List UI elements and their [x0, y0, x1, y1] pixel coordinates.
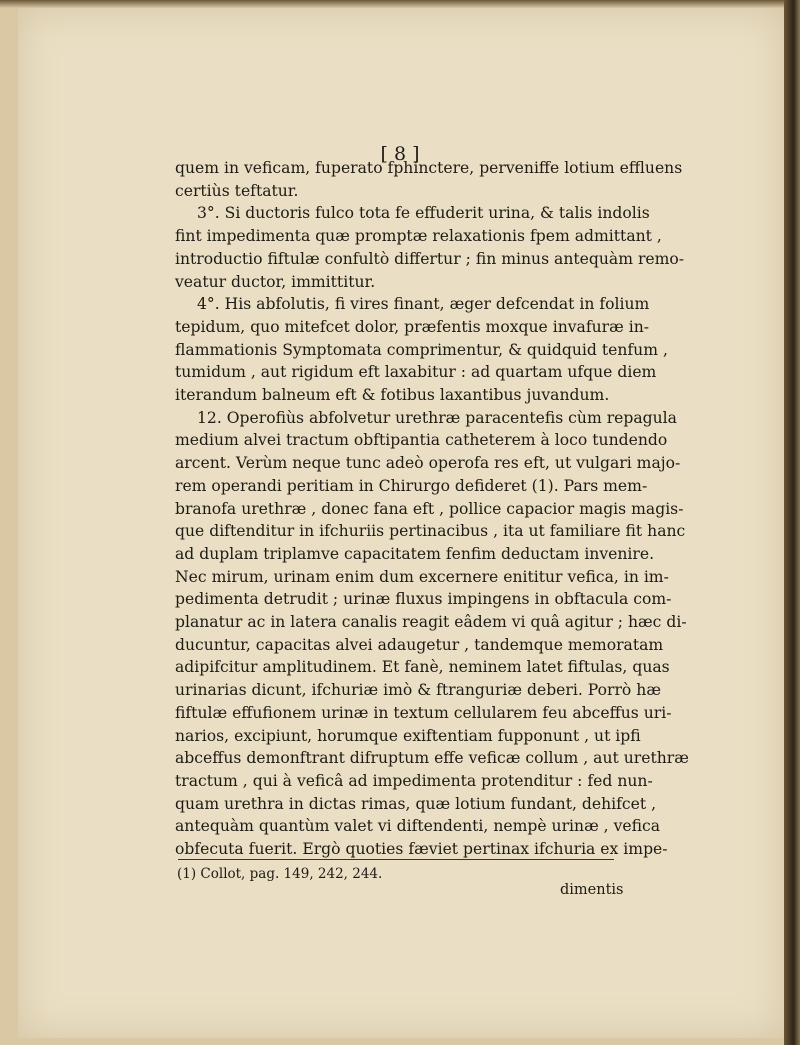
text-line: certiùs teftatur. — [175, 181, 299, 200]
page-top-edge — [0, 0, 800, 8]
text-line: veatur ductor, immittitur. — [175, 272, 376, 291]
page-number: [ 8 ] — [380, 143, 420, 165]
text-line: tumidum , aut rigidum eft laxabitur : ad quartam ufque diem — [175, 363, 657, 382]
text-line: 12. Operofiùs abfolvetur urethræ paracentefis cùm repagula — [197, 408, 677, 427]
text-line: arcent. Verùm neque tunc adeò operofa res eft, ut vulgari majo- — [175, 454, 681, 473]
footnote-divider — [178, 859, 614, 860]
text-line: tractum , qui à veficâ ad impedimenta protenditur : fed nun- — [175, 771, 653, 790]
text-line: narios, excipiunt, horumque exiftentiam fupponunt , ut ipfi — [175, 726, 641, 745]
text-line: fiftulæ effufionem urinæ in textum cellularem feu abceffus uri- — [175, 703, 672, 722]
text-line: iterandum balneum eft & fotibus laxantibus juvandum. — [175, 386, 610, 405]
text-line: abceffus demonftrant difruptum effe veficæ collum , aut urethræ — [175, 749, 689, 768]
catchword: dimentis — [560, 882, 624, 898]
text-line: Nec mirum, urinam enim dum excernere enititur vefica, in im- — [175, 567, 669, 586]
text-line: urinarias dicunt, ifchuriæ imò & ftranguriæ deberi. Porrò hæ — [175, 681, 661, 700]
text-line: adipifcitur amplitudinem. Et fanè, neminem latet fiftulas, quas — [175, 658, 670, 677]
text-line: branofa urethræ , donec fana eft , pollice capacior magis magis- — [175, 499, 684, 518]
text-line: pedimenta detrudit ; urinæ fluxus impingens in obftacula com- — [175, 590, 672, 609]
text-line: 4°. His abfolutis, fi vires finant, æger defcendat in folium — [197, 295, 650, 314]
text-line: rem operandi peritiam in Chirurgo defideret (1). Pars mem- — [175, 476, 648, 495]
text-line: antequàm quantùm valet vi diftendenti, nempè urinæ , vefica — [175, 817, 661, 836]
text-line: planatur ac in latera canalis reagit eâdem vi quâ agitur ; hæc di- — [175, 613, 687, 632]
text-line: quam urethra in dictas rimas, quæ lotium fundant, dehifcet , — [175, 794, 657, 813]
text-line: ad duplam triplamve capacitatem fenfim deductam invenire. — [175, 544, 655, 563]
body-text — [175, 157, 689, 861]
text-line: quem in veficam, fuperato fphinctere, perveniffe lotium effluens — [175, 159, 683, 177]
text-line: flammationis Symptomata comprimentur, & quidquid tenfum , — [175, 340, 668, 359]
text-line: tepidum, quo mitefcet dolor, præfentis moxque invafuræ in- — [175, 317, 650, 336]
text-line: 3°. Si ductoris fulco tota fe effuderit urina, & talis indolis — [197, 204, 650, 223]
text-line: fint impedimenta quæ promptæ relaxationis fpem admittant , — [175, 227, 662, 246]
text-line: introductio fiftulæ confultò differtur ; fin minus antequàm remo- — [175, 249, 685, 268]
text-line: ducuntur, capacitas alvei adaugetur , tandemque memoratam — [175, 635, 664, 654]
text-line: medium alvei tractum obftipantia catheterem à loco tundendo — [175, 431, 668, 450]
text-line: que diftenditur in ifchuriis pertinacibus , ita ut familiare fit hanc — [175, 522, 686, 541]
text-line: obfecuta fuerit. Ergò quoties fæviet pertinax ifchuria ex impe- — [175, 840, 668, 859]
footnote: (1) Collot, pag. 149, 242, 244. — [177, 866, 383, 882]
